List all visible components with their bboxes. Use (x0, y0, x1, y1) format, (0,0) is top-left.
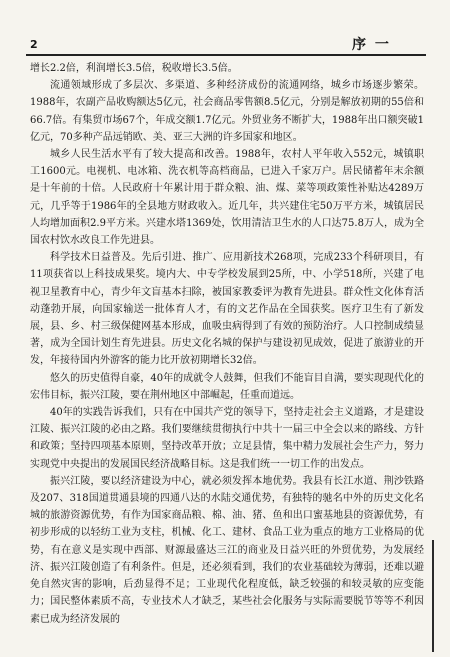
paragraph: 城乡人民生活水平有了较大提高和改善。1988年，农村人平年收入552元，城镇职工1600元。电视机、电冰箱、洗衣机等高档商品，已进入千家万户。居民储蓄年末余额是十年前的十倍。人民政府十年累计用于群众粮、油、煤、菜等项政策性补贴达4289万元，几乎等于1986年的全县地方财政收入。近几年，共兴建住宅50万平方米，城镇居民人均增加面积2.9平方米。兴建水塔1369处，饮用清洁卫生水的人口达75.8万人，成为全国农村饮水改良工作先进县。 (30, 149, 424, 247)
paragraph: 振兴江陵，要以经济建设为中心，就必须发挥本地优势。我县有长江水道、荆沙铁路及207、318国道贯通县境的四通八达的水陆交通优势，有独特的驰名中外的历史文化名城的旅游资源优势，有作为国家商品粮、棉、油、猪、鱼和出口蜜基地县的资源优势，有初步形成的以轻纺工业为支柱，机械、化工、建材、食品工业为重点的地方工业格局的优势，有在意义是实现中西部、财源最盛达三江的商业及日益兴旺的外贸优势，为发展经济、振兴江陵创造了有利条件。但是，还必须看到，我们的农业基础较为薄弱，还难以避免自然灾害的影响，后劲显得不足；工业现代化程度低，缺乏较强的和较灵敏的应变能力；国民整体素质不高，专业技术人才缺乏，某些社会化服务与实际需要脱节等等不利因素已成为经济发展的 (30, 475, 424, 625)
paragraph: 流通领域形成了多层次、多渠道、多种经济成份的流通网络，城乡市场逐步繁荣。1988年，农副产品收购额达5亿元，社会商品零售额8.5亿元，分别是解放初期的55倍和66.7倍。有集贸市场67个，年成交额1.7亿元。外贸业务不断扩大，1988年出口额突破1亿元，70多种产品远销欧、美、亚三大洲的许多国家和地区。 (30, 80, 424, 143)
paragraph: 增长2.2倍，利润增长3.5倍，税收增长3.5倍。 (30, 63, 238, 74)
header-rule (26, 54, 426, 56)
running-head-section: 序 一 (352, 37, 391, 53)
body-text (30, 60, 424, 628)
paragraph: 科学技术日益普及。先后引进、推广、应用新技术268项，完成233个科研项目，有11项获省以上科技成果奖。境内大、中专学校发展到25所，中、小学518所，兴建了电视卫星教育中心，青少年文盲基本扫除，被国家教委评为教育先进县。群众性文化体育活动蓬勃开展，向国家输送一批体育人才，有的文艺作品在全国获奖。医疗卫生有了新发展，县、乡、村三级保健网基本形成，血吸虫病得到了有效的预防治疗。人口控制成绩显著，成为全国计划生育先进县。历史文化名城的保护与建设初见成效，促进了旅游业的开发，年接待国内外游客的能力比开放初期增长32倍。 (30, 252, 424, 367)
paragraph: 40年的实践告诉我们，只有在中国共产党的领导下，坚持走社会主义道路，才是建设江陵、振兴江陵的必由之路。我们要继续贯彻执行中共十一届三中全会以来的路线、方针和政策；坚持四项基本原则，坚持改革开放；立足县情，集中精力发展社会生产力，努力实现党中央提出的发展国民经济战略目标。这是我们统一一切工作的出发点。 (30, 407, 424, 470)
paragraph: 悠久的历史值得自豪，40年的成就令人鼓舞，但我们不能盲目自满，要实现现代化的宏伟目标，振兴江陵，要在荆州地区中部崛起，任重而道远。 (30, 372, 424, 401)
page-number: 2 (30, 38, 38, 51)
page-edge-line (432, 540, 434, 652)
